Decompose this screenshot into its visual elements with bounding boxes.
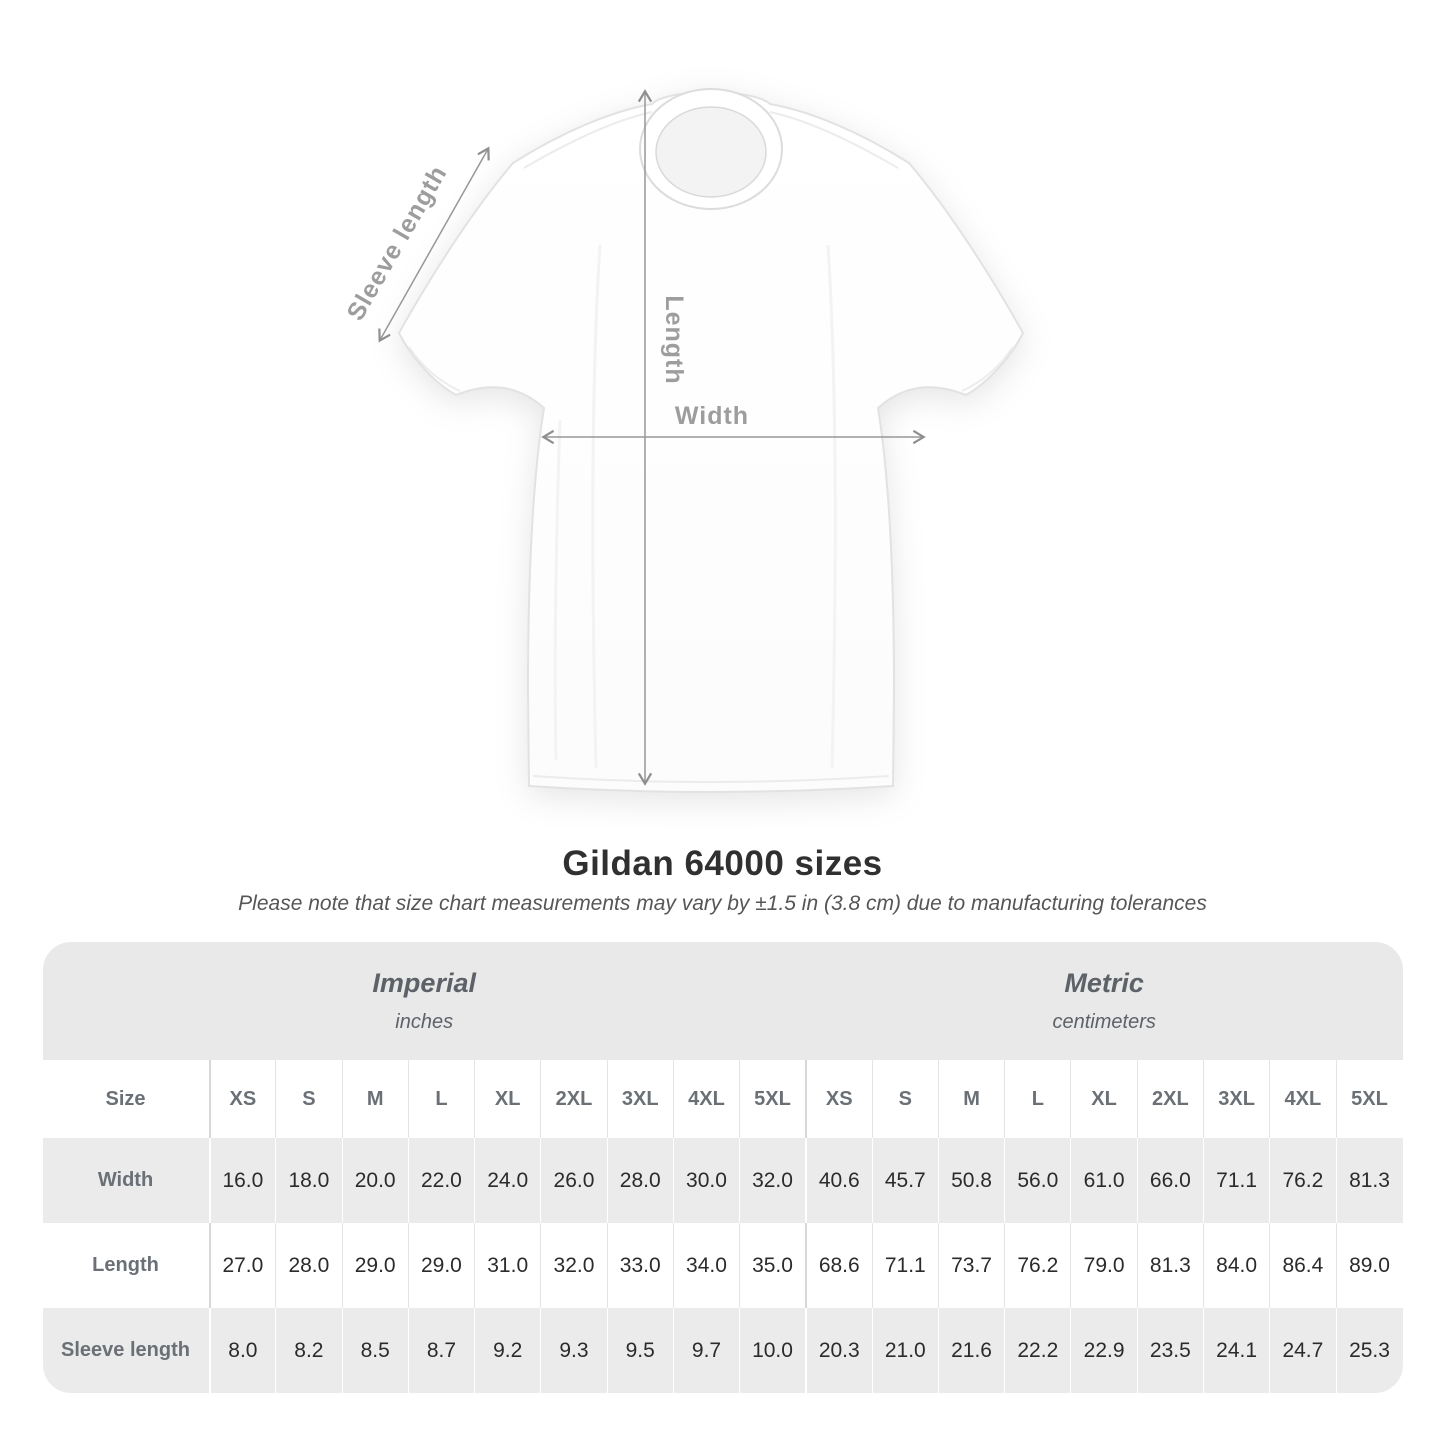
- length-label: Length: [660, 295, 688, 385]
- size-header-metric: XS: [806, 1060, 872, 1138]
- tolerance-note: Please note that size chart measurements may vary by ±1.5 in (3.8 cm) due to manufacturing tolerances: [238, 892, 1207, 915]
- table-row: [43, 1138, 1403, 1223]
- value-cell-imperial: 10.0: [740, 1308, 806, 1393]
- value-cell-metric: 76.2: [1005, 1223, 1071, 1308]
- size-header-imperial: M: [342, 1060, 408, 1138]
- value-cell-imperial: 9.7: [673, 1308, 739, 1393]
- value-cell-metric: 25.3: [1336, 1308, 1402, 1393]
- value-cell-metric: 84.0: [1203, 1223, 1269, 1308]
- value-cell-imperial: 8.0: [210, 1308, 276, 1393]
- row-label: Sleeve length: [43, 1308, 210, 1393]
- value-cell-metric: 79.0: [1071, 1223, 1137, 1308]
- value-cell-imperial: 35.0: [740, 1223, 806, 1308]
- value-cell-imperial: 30.0: [673, 1138, 739, 1223]
- size-table-card: [43, 942, 1403, 1393]
- value-cell-metric: 73.7: [938, 1223, 1004, 1308]
- value-cell-metric: 21.6: [938, 1308, 1004, 1393]
- table-row: [43, 1308, 1403, 1393]
- sizes-header-row: [43, 1060, 1403, 1138]
- size-corner-header: Size: [43, 1060, 210, 1138]
- value-cell-metric: 61.0: [1071, 1138, 1137, 1223]
- value-cell-imperial: 33.0: [607, 1223, 673, 1308]
- unit-band-row: [43, 942, 1403, 1060]
- size-header-metric: 5XL: [1336, 1060, 1402, 1138]
- value-cell-imperial: 34.0: [673, 1223, 739, 1308]
- value-cell-metric: 22.9: [1071, 1308, 1137, 1393]
- value-cell-imperial: 9.3: [541, 1308, 607, 1393]
- value-cell-metric: 20.3: [806, 1308, 872, 1393]
- value-cell-imperial: 8.2: [276, 1308, 342, 1393]
- value-cell-imperial: 32.0: [541, 1223, 607, 1308]
- value-cell-metric: 40.6: [806, 1138, 872, 1223]
- size-header-imperial: S: [276, 1060, 342, 1138]
- value-cell-imperial: 8.7: [408, 1308, 474, 1393]
- value-cell-imperial: 9.2: [475, 1308, 541, 1393]
- value-cell-metric: 56.0: [1005, 1138, 1071, 1223]
- value-cell-imperial: 29.0: [408, 1223, 474, 1308]
- value-cell-metric: 76.2: [1270, 1138, 1336, 1223]
- value-cell-metric: 50.8: [938, 1138, 1004, 1223]
- value-cell-metric: 81.3: [1336, 1138, 1402, 1223]
- value-cell-imperial: 28.0: [276, 1223, 342, 1308]
- value-cell-imperial: 29.0: [342, 1223, 408, 1308]
- value-cell-metric: 86.4: [1270, 1223, 1336, 1308]
- metric-band-label: Metric: [1064, 968, 1144, 998]
- size-header-metric: XL: [1071, 1060, 1137, 1138]
- size-header-imperial: 4XL: [673, 1060, 739, 1138]
- value-cell-metric: 68.6: [806, 1223, 872, 1308]
- value-cell-imperial: 27.0: [210, 1223, 276, 1308]
- metric-band: [806, 942, 1403, 1060]
- value-cell-metric: 81.3: [1137, 1223, 1203, 1308]
- size-header-metric: S: [872, 1060, 938, 1138]
- value-cell-metric: 89.0: [1336, 1223, 1402, 1308]
- value-cell-metric: 24.7: [1270, 1308, 1336, 1393]
- size-header-imperial: 2XL: [541, 1060, 607, 1138]
- row-label: Length: [43, 1223, 210, 1308]
- metric-band-unit: centimeters: [1052, 1011, 1156, 1033]
- value-cell-imperial: 22.0: [408, 1138, 474, 1223]
- value-cell-metric: 45.7: [872, 1138, 938, 1223]
- size-header-metric: 3XL: [1203, 1060, 1269, 1138]
- size-header-metric: 4XL: [1270, 1060, 1336, 1138]
- value-cell-imperial: 24.0: [475, 1138, 541, 1223]
- value-cell-imperial: 20.0: [342, 1138, 408, 1223]
- value-cell-imperial: 16.0: [210, 1138, 276, 1223]
- imperial-band: [43, 942, 806, 1060]
- value-cell-metric: 24.1: [1203, 1308, 1269, 1393]
- sleeve-length-label: Sleeve length: [341, 160, 453, 326]
- value-cell-imperial: 9.5: [607, 1308, 673, 1393]
- value-cell-metric: 21.0: [872, 1308, 938, 1393]
- value-cell-metric: 71.1: [872, 1223, 938, 1308]
- size-header-imperial: XL: [475, 1060, 541, 1138]
- value-cell-imperial: 8.5: [342, 1308, 408, 1393]
- value-cell-imperial: 31.0: [475, 1223, 541, 1308]
- size-header-metric: 2XL: [1137, 1060, 1203, 1138]
- value-cell-metric: 23.5: [1137, 1308, 1203, 1393]
- value-cell-metric: 22.2: [1005, 1308, 1071, 1393]
- size-table: [43, 942, 1403, 1393]
- value-cell-metric: 71.1: [1203, 1138, 1269, 1223]
- size-header-imperial: 5XL: [740, 1060, 806, 1138]
- value-cell-imperial: 18.0: [276, 1138, 342, 1223]
- table-row: [43, 1223, 1403, 1308]
- value-cell-imperial: 26.0: [541, 1138, 607, 1223]
- value-cell-metric: 66.0: [1137, 1138, 1203, 1223]
- imperial-band-label: Imperial: [372, 968, 476, 998]
- value-cell-imperial: 28.0: [607, 1138, 673, 1223]
- collar-inner: [656, 107, 766, 197]
- size-header-imperial: L: [408, 1060, 474, 1138]
- width-label: Width: [674, 402, 750, 430]
- size-header-imperial: 3XL: [607, 1060, 673, 1138]
- size-header-metric: L: [1005, 1060, 1071, 1138]
- size-header-imperial: XS: [210, 1060, 276, 1138]
- size-header-metric: M: [938, 1060, 1004, 1138]
- value-cell-imperial: 32.0: [740, 1138, 806, 1223]
- row-label: Width: [43, 1138, 210, 1223]
- tshirt-shape: [399, 89, 1023, 792]
- page-title: Gildan 64000 sizes: [562, 844, 883, 883]
- imperial-band-unit: inches: [395, 1011, 454, 1033]
